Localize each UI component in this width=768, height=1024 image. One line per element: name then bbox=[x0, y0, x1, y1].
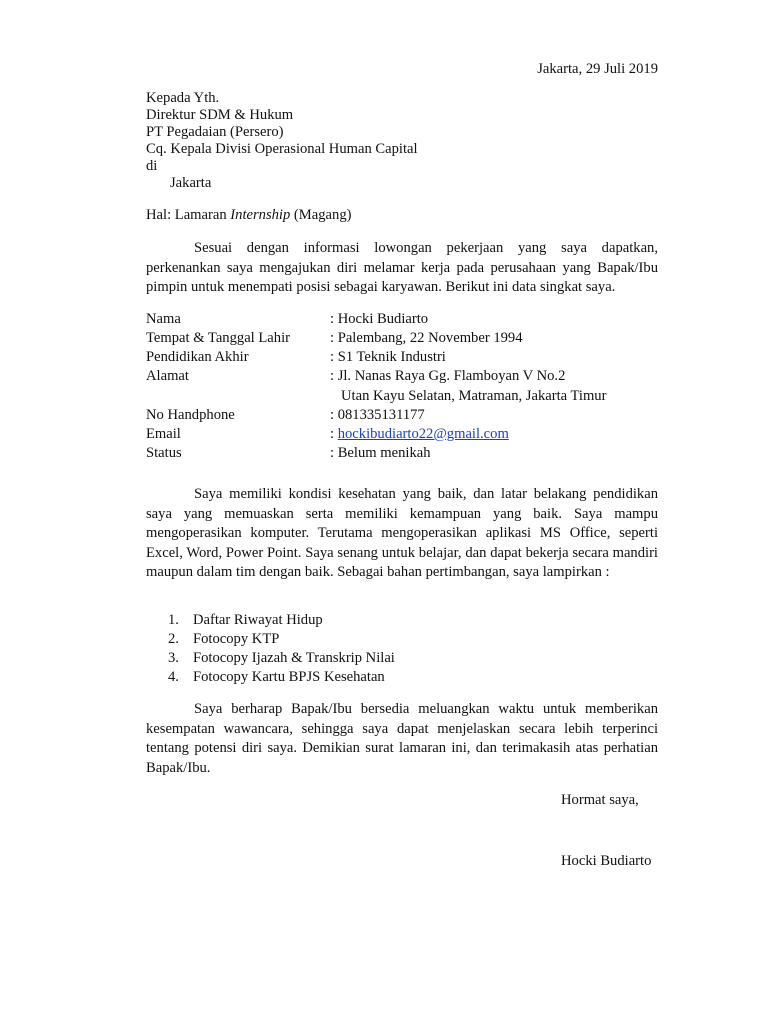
paragraph-closing bbox=[146, 700, 658, 778]
detail-label-status: Status bbox=[146, 445, 182, 461]
recipient-line-5: di bbox=[146, 158, 158, 174]
subject-italic: Internship bbox=[230, 207, 291, 223]
recipient-line-6: Jakarta bbox=[170, 175, 212, 191]
closing-salutation: Hormat saya, bbox=[561, 792, 639, 808]
detail-value-pendidikan: : S1 Teknik Industri bbox=[330, 349, 446, 365]
detail-value-email bbox=[330, 425, 509, 444]
detail-label-ttl: Tempat & Tanggal Lahir bbox=[146, 330, 290, 346]
recipient-line-2: Direktur SDM & Hukum bbox=[146, 107, 294, 123]
subject-suffix: (Magang) bbox=[290, 207, 352, 223]
subject-prefix: Hal: Lamaran bbox=[146, 207, 231, 223]
recipient-line-3: PT Pegadaian (Persero) bbox=[146, 124, 284, 140]
detail-value-alamat-2: Utan Kayu Selatan, Matraman, Jakarta Timur bbox=[341, 388, 607, 404]
list-item: Fotocopy Ijazah & Transkrip Nilai bbox=[193, 650, 395, 666]
signature-name: Hocki Budiarto bbox=[561, 853, 652, 869]
detail-label-nama: Nama bbox=[146, 311, 181, 327]
list-item-number: 4. bbox=[168, 669, 179, 685]
paragraph-skills-text: Saya memiliki kondisi kesehatan yang baik, dan latar belakang pendidikan saya yang memuaskan serta memiliki kemampuan yang baik. Saya mampu mengoperasikan komputer. Terutama mengoperasikan aplikasi MS Office, seperti Excel, Word, Power Point. Saya senang untuk belajar, dan dapat bekerja secara mandiri maupun dalam tim dengan baik. Sebagai bahan pertimbangan, saya lampirkan : bbox=[146, 486, 658, 581]
detail-value-status: : Belum menikah bbox=[330, 445, 431, 461]
list-item: Fotocopy KTP bbox=[193, 631, 280, 647]
email-colon: : bbox=[330, 426, 338, 442]
list-item: Daftar Riwayat Hidup bbox=[193, 612, 323, 628]
list-item-number: 1. bbox=[168, 612, 179, 628]
paragraph-closing-text: Saya berharap Bapak/Ibu bersedia meluangkan waktu untuk memberikan kesempatan wawancara, sehingga saya dapat menjelaskan secara lebih terperinci tentang potensi diri saya. Demikian surat lamaran ini, dan terimakasih atas perhatian Bapak/Ibu. bbox=[146, 701, 658, 776]
detail-label-email: Email bbox=[146, 426, 181, 442]
detail-value-alamat-1: : Jl. Nanas Raya Gg. Flamboyan V No.2 bbox=[330, 368, 566, 384]
paragraph-skills bbox=[146, 485, 658, 583]
paragraph-opening-text: Sesuai dengan informasi lowongan pekerjaan yang saya dapatkan, perkenankan saya mengajukan diri melamar kerja pada perusahaan yang Bapak/Ibu pimpin untuk menempati posisi sebagai karyawan. Berikut ini data singkat saya. bbox=[146, 240, 658, 296]
detail-label-hp: No Handphone bbox=[146, 407, 235, 423]
list-item-number: 2. bbox=[168, 631, 179, 647]
detail-label-pendidikan: Pendidikan Akhir bbox=[146, 349, 249, 365]
detail-value-nama: : Hocki Budiarto bbox=[330, 311, 429, 327]
list-item: Fotocopy Kartu BPJS Kesehatan bbox=[193, 669, 385, 685]
detail-value-hp: : 081335131177 bbox=[330, 407, 425, 423]
recipient-line-1: Kepada Yth. bbox=[146, 90, 220, 106]
letter-date: Jakarta, 29 Juli 2019 bbox=[537, 61, 658, 77]
email-link[interactable]: hockibudiarto22@gmail.com bbox=[337, 426, 509, 442]
recipient-line-4: Cq. Kepala Divisi Operasional Human Capital bbox=[146, 141, 418, 157]
paragraph-opening bbox=[146, 239, 658, 298]
list-item-number: 3. bbox=[168, 650, 179, 666]
detail-label-alamat: Alamat bbox=[146, 368, 189, 384]
subject-line bbox=[146, 206, 351, 225]
detail-value-ttl: : Palembang, 22 November 1994 bbox=[330, 330, 523, 346]
